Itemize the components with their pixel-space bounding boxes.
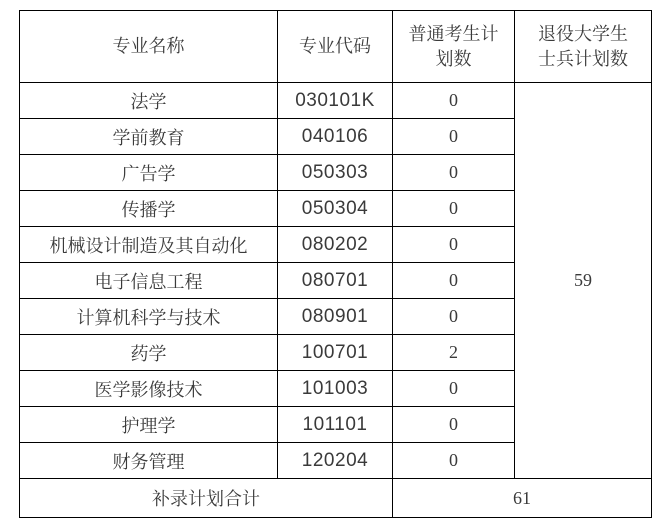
major-name-cell: 传播学 xyxy=(20,191,278,227)
regular-plan-cell: 0 xyxy=(393,155,515,191)
regular-plan-cell: 0 xyxy=(393,371,515,407)
major-name-cell: 广告学 xyxy=(20,155,278,191)
regular-plan-cell: 0 xyxy=(393,227,515,263)
header-regular-plan-line2: 划数 xyxy=(435,48,472,69)
veteran-plan-merged-cell: 59 xyxy=(515,83,652,479)
header-regular-plan xyxy=(393,11,515,83)
major-code-cell: 030101K xyxy=(278,83,393,119)
major-name-cell: 计算机科学与技术 xyxy=(20,299,278,335)
footer-total-label: 补录计划合计 xyxy=(20,479,393,518)
header-veteran-plan-line1: 退役大学生 xyxy=(538,23,628,44)
major-name-cell: 护理学 xyxy=(20,407,278,443)
major-name-cell: 法学 xyxy=(20,83,278,119)
major-code-cell: 120204 xyxy=(278,443,393,479)
major-name-cell: 财务管理 xyxy=(20,443,278,479)
regular-plan-cell: 2 xyxy=(393,335,515,371)
major-name-cell: 学前教育 xyxy=(20,119,278,155)
table-row xyxy=(20,83,652,119)
major-code-cell: 080901 xyxy=(278,299,393,335)
footer-total-value: 61 xyxy=(393,479,652,518)
major-code-cell: 100701 xyxy=(278,335,393,371)
major-code-cell: 050304 xyxy=(278,191,393,227)
regular-plan-cell: 0 xyxy=(393,299,515,335)
table-header-row xyxy=(20,11,652,83)
header-major-code: 专业代码 xyxy=(278,11,393,83)
regular-plan-cell: 0 xyxy=(393,191,515,227)
major-code-cell: 050303 xyxy=(278,155,393,191)
major-name-cell: 电子信息工程 xyxy=(20,263,278,299)
major-code-cell: 080202 xyxy=(278,227,393,263)
header-major-name: 专业名称 xyxy=(20,11,278,83)
regular-plan-cell: 0 xyxy=(393,83,515,119)
major-name-cell: 机械设计制造及其自动化 xyxy=(20,227,278,263)
header-regular-plan-line1: 普通考生计 xyxy=(408,23,499,44)
major-code-cell: 101101 xyxy=(278,407,393,443)
major-name-cell: 医学影像技术 xyxy=(20,371,278,407)
table-footer-row xyxy=(20,479,652,518)
major-name-cell: 药学 xyxy=(20,335,278,371)
major-code-cell: 101003 xyxy=(278,371,393,407)
regular-plan-cell: 0 xyxy=(393,263,515,299)
header-veteran-plan-line2: 士兵计划数 xyxy=(538,48,628,69)
regular-plan-cell: 0 xyxy=(393,443,515,479)
major-code-cell: 080701 xyxy=(278,263,393,299)
header-veteran-plan xyxy=(515,11,652,83)
regular-plan-cell: 0 xyxy=(393,407,515,443)
regular-plan-cell: 0 xyxy=(393,119,515,155)
admission-plan-table xyxy=(19,10,652,518)
major-code-cell: 040106 xyxy=(278,119,393,155)
